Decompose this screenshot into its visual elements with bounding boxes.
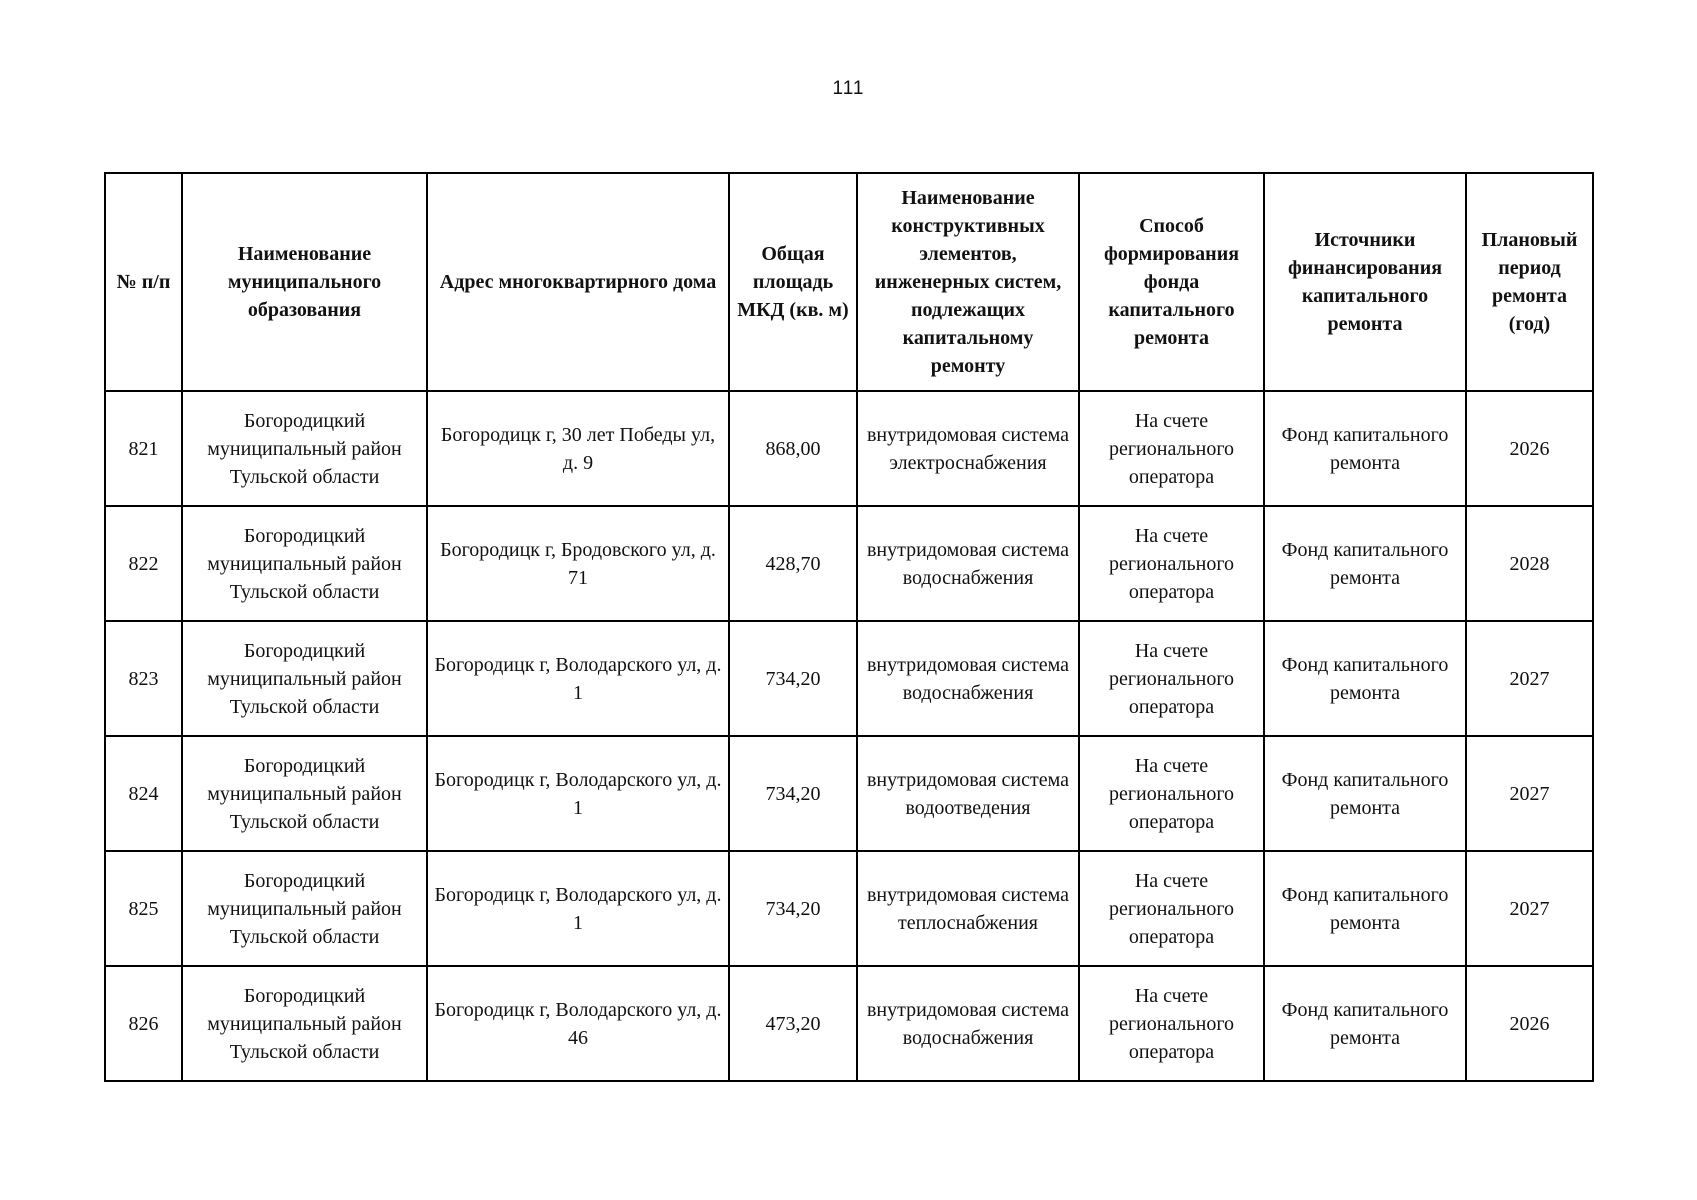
cell-period: 2026 <box>1466 966 1593 1081</box>
cell-area: 734,20 <box>729 736 857 851</box>
cell-municipality: Богородицкий муниципальный район Тульской области <box>182 966 427 1081</box>
cell-fund-method: На счете регионального оператора <box>1079 391 1264 506</box>
cell-fund-method: На счете регионального оператора <box>1079 736 1264 851</box>
header-financing: Источники финансирования капитального ремонта <box>1264 173 1466 391</box>
cell-address: Богородицк г, Володарского ул, д. 1 <box>427 851 729 966</box>
cell-elements: внутридомовая система водоснабжения <box>857 621 1079 736</box>
table-row <box>105 391 1593 506</box>
cell-fund-method: На счете регионального оператора <box>1079 851 1264 966</box>
header-address: Адрес многоквартирного дома <box>427 173 729 391</box>
cell-financing: Фонд капитального ремонта <box>1264 506 1466 621</box>
cell-elements: внутридомовая система теплоснабжения <box>857 851 1079 966</box>
cell-address: Богородицк г, 30 лет Победы ул, д. 9 <box>427 391 729 506</box>
cell-period: 2027 <box>1466 736 1593 851</box>
cell-number: 825 <box>105 851 182 966</box>
page-number: 111 <box>832 78 865 99</box>
cell-number: 826 <box>105 966 182 1081</box>
cell-fund-method: На счете регионального оператора <box>1079 621 1264 736</box>
cell-number: 824 <box>105 736 182 851</box>
cell-financing: Фонд капитального ремонта <box>1264 966 1466 1081</box>
cell-financing: Фонд капитального ремонта <box>1264 851 1466 966</box>
cell-elements: внутридомовая система водоотведения <box>857 736 1079 851</box>
cell-municipality: Богородицкий муниципальный район Тульской области <box>182 851 427 966</box>
cell-fund-method: На счете регионального оператора <box>1079 966 1264 1081</box>
cell-elements: внутридомовая система водоснабжения <box>857 506 1079 621</box>
cell-address: Богородицк г, Бродовского ул, д. 71 <box>427 506 729 621</box>
cell-elements: внутридомовая система водоснабжения <box>857 966 1079 1081</box>
table-row <box>105 851 1593 966</box>
table-row <box>105 621 1593 736</box>
cell-financing: Фонд капитального ремонта <box>1264 391 1466 506</box>
cell-municipality: Богородицкий муниципальный район Тульской области <box>182 736 427 851</box>
cell-number: 823 <box>105 621 182 736</box>
table-row <box>105 506 1593 621</box>
cell-financing: Фонд капитального ремонта <box>1264 621 1466 736</box>
header-number: № п/п <box>105 173 182 391</box>
cell-municipality: Богородицкий муниципальный район Тульской области <box>182 506 427 621</box>
cell-elements: внутридомовая система электроснабжения <box>857 391 1079 506</box>
table-row <box>105 736 1593 851</box>
header-elements: Наименование конструктивных элементов, инженерных систем, подлежащих капитальному ремонту <box>857 173 1079 391</box>
cell-address: Богородицк г, Володарского ул, д. 1 <box>427 736 729 851</box>
cell-area: 868,00 <box>729 391 857 506</box>
cell-address: Богородицк г, Володарского ул, д. 1 <box>427 621 729 736</box>
cell-area: 734,20 <box>729 621 857 736</box>
cell-municipality: Богородицкий муниципальный район Тульской области <box>182 621 427 736</box>
header-fund-method: Способ формирования фонда капитального ремонта <box>1079 173 1264 391</box>
cell-number: 821 <box>105 391 182 506</box>
table-row <box>105 966 1593 1081</box>
repair-program-table <box>104 172 1594 1082</box>
cell-area: 734,20 <box>729 851 857 966</box>
header-period: Плановый период ремонта (год) <box>1466 173 1593 391</box>
cell-number: 822 <box>105 506 182 621</box>
header-municipality: Наименование муниципального образования <box>182 173 427 391</box>
cell-period: 2027 <box>1466 621 1593 736</box>
cell-period: 2027 <box>1466 851 1593 966</box>
header-area: Общая площадь МКД (кв. м) <box>729 173 857 391</box>
cell-financing: Фонд капитального ремонта <box>1264 736 1466 851</box>
cell-municipality: Богородицкий муниципальный район Тульской области <box>182 391 427 506</box>
cell-period: 2026 <box>1466 391 1593 506</box>
table-header-row <box>105 173 1593 391</box>
cell-fund-method: На счете регионального оператора <box>1079 506 1264 621</box>
cell-area: 428,70 <box>729 506 857 621</box>
cell-area: 473,20 <box>729 966 857 1081</box>
cell-period: 2028 <box>1466 506 1593 621</box>
cell-address: Богородицк г, Володарского ул, д. 46 <box>427 966 729 1081</box>
